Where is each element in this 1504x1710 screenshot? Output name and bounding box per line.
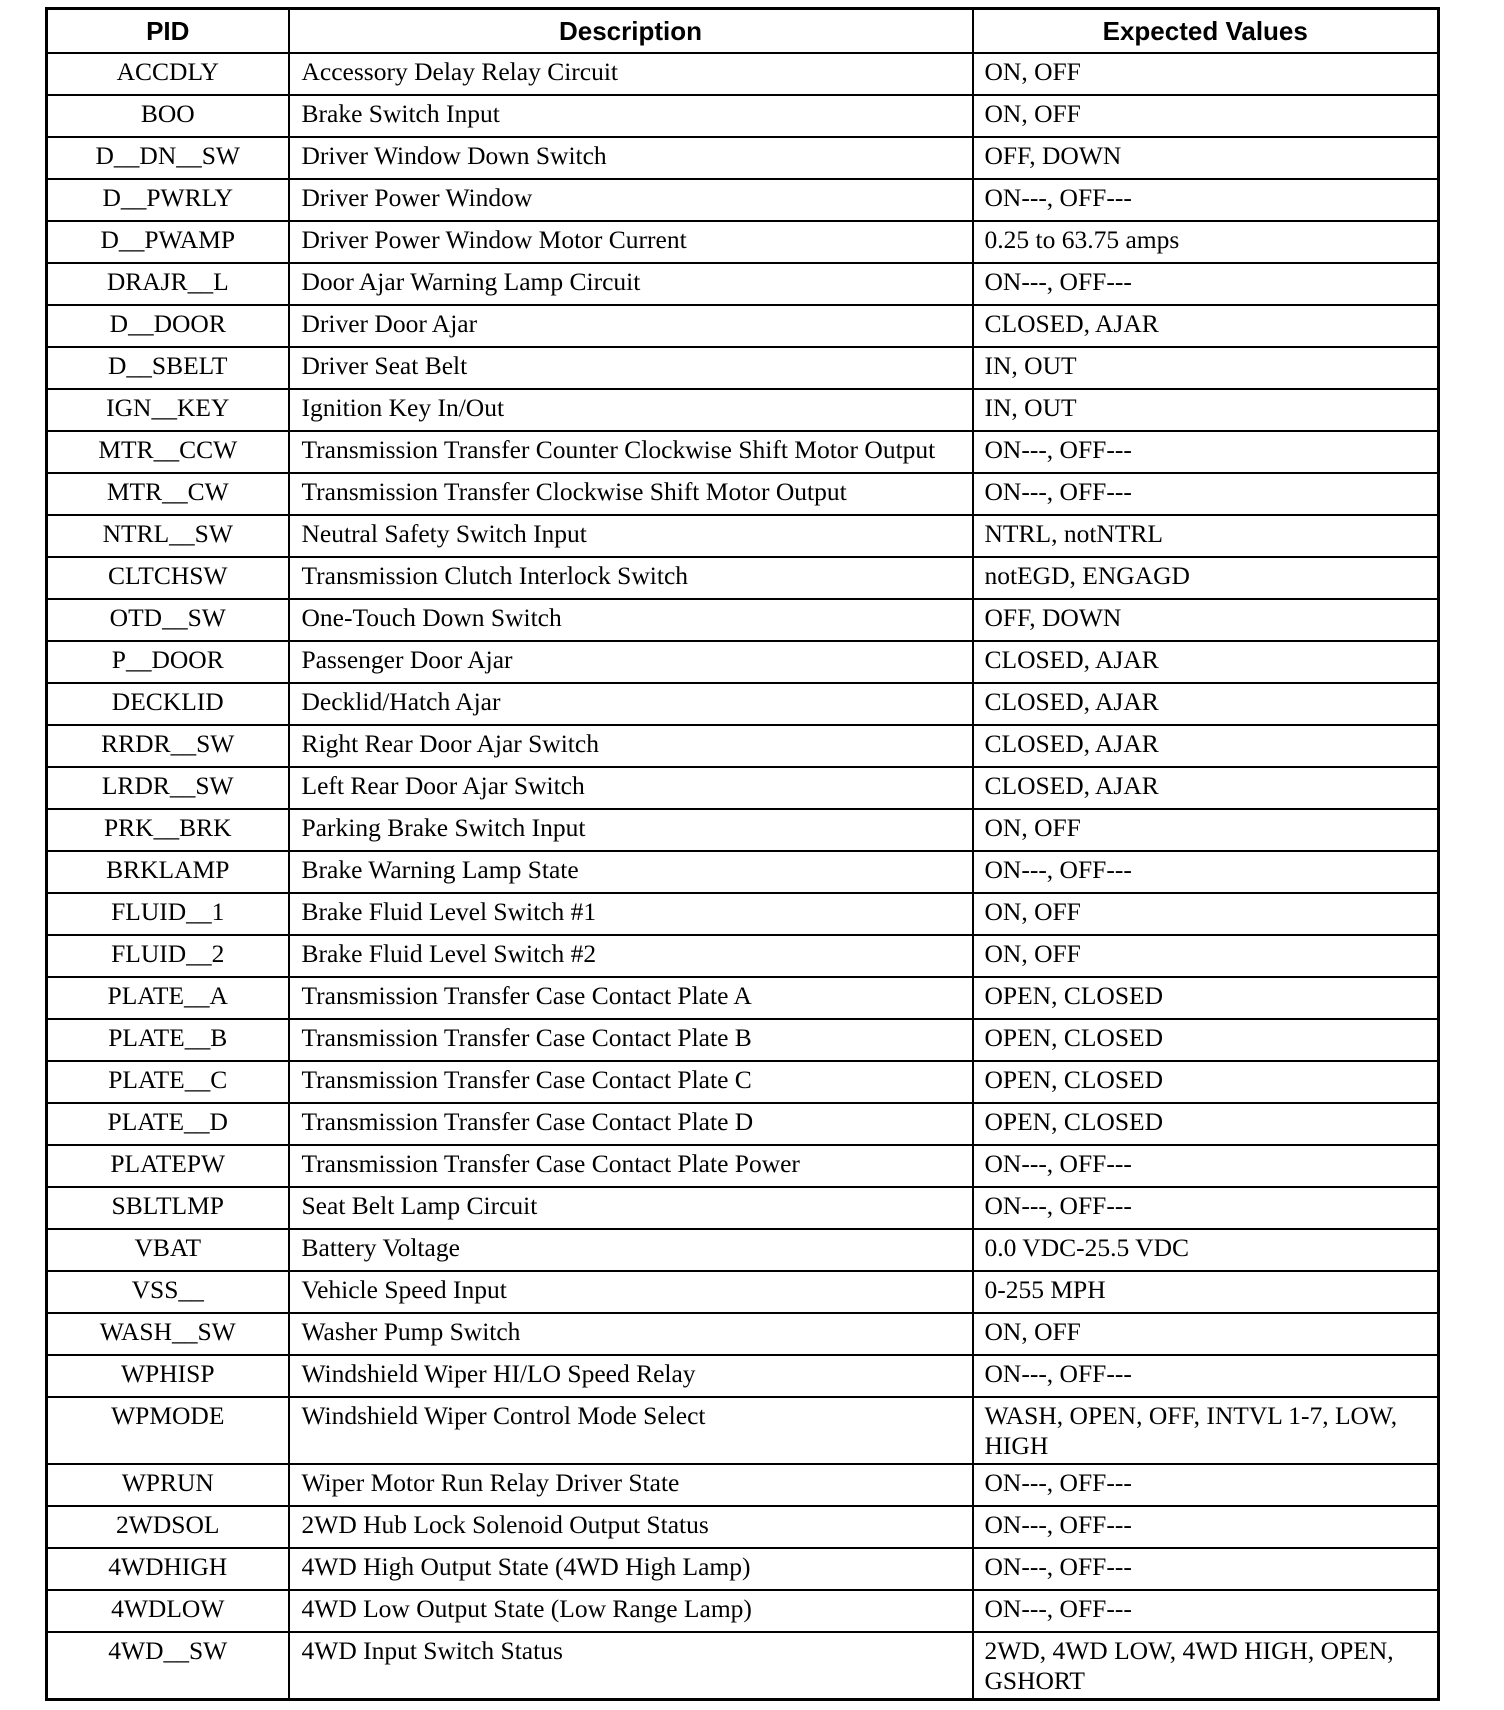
expected-values-cell: IN, OUT (973, 347, 1439, 389)
table-row (47, 1548, 1439, 1590)
table-body (47, 53, 1439, 1700)
expected-values-cell: OFF, DOWN (973, 137, 1439, 179)
pid-cell: D__DN__SW (47, 137, 289, 179)
table-row (47, 935, 1439, 977)
expected-values-cell: ON---, OFF--- (973, 1187, 1439, 1229)
table-row (47, 389, 1439, 431)
pid-cell: PRK__BRK (47, 809, 289, 851)
description-cell: Driver Power Window Motor Current (289, 221, 973, 263)
table-row (47, 1103, 1439, 1145)
pid-cell: PLATEPW (47, 1145, 289, 1187)
expected-values-cell: CLOSED, AJAR (973, 725, 1439, 767)
description-cell: Seat Belt Lamp Circuit (289, 1187, 973, 1229)
expected-values-cell: CLOSED, AJAR (973, 641, 1439, 683)
description-cell: Neutral Safety Switch Input (289, 515, 973, 557)
pid-cell: IGN__KEY (47, 389, 289, 431)
description-cell: Door Ajar Warning Lamp Circuit (289, 263, 973, 305)
description-cell: Left Rear Door Ajar Switch (289, 767, 973, 809)
expected-values-cell: ON, OFF (973, 1313, 1439, 1355)
description-cell: Wiper Motor Run Relay Driver State (289, 1464, 973, 1506)
expected-values-cell: ON, OFF (973, 53, 1439, 95)
expected-values-cell: ON, OFF (973, 809, 1439, 851)
expected-values-cell: NTRL, notNTRL (973, 515, 1439, 557)
expected-values-cell: 0-255 MPH (973, 1271, 1439, 1313)
description-cell: Transmission Transfer Case Contact Plate B (289, 1019, 973, 1061)
description-cell: Vehicle Speed Input (289, 1271, 973, 1313)
description-cell: Washer Pump Switch (289, 1313, 973, 1355)
expected-values-cell: OPEN, CLOSED (973, 1019, 1439, 1061)
expected-values-cell: CLOSED, AJAR (973, 767, 1439, 809)
description-cell: One-Touch Down Switch (289, 599, 973, 641)
pid-cell: ACCDLY (47, 53, 289, 95)
description-cell: Driver Window Down Switch (289, 137, 973, 179)
description-cell: Ignition Key In/Out (289, 389, 973, 431)
description-cell: Transmission Transfer Case Contact Plate A (289, 977, 973, 1019)
expected-values-cell: 0.0 VDC-25.5 VDC (973, 1229, 1439, 1271)
table-row (47, 1145, 1439, 1187)
pid-cell: LRDR__SW (47, 767, 289, 809)
pid-cell: P__DOOR (47, 641, 289, 683)
pid-cell: VSS__ (47, 1271, 289, 1313)
pid-cell: D__PWRLY (47, 179, 289, 221)
expected-values-cell: OPEN, CLOSED (973, 1061, 1439, 1103)
table-header (47, 9, 1439, 54)
expected-values-cell: CLOSED, AJAR (973, 683, 1439, 725)
pid-cell: DRAJR__L (47, 263, 289, 305)
table-row (47, 431, 1439, 473)
expected-values-cell: notEGD, ENGAGD (973, 557, 1439, 599)
table-row (47, 1590, 1439, 1632)
pid-table (45, 7, 1440, 1701)
description-cell: Decklid/Hatch Ajar (289, 683, 973, 725)
pid-cell: PLATE__C (47, 1061, 289, 1103)
description-cell: Transmission Transfer Clockwise Shift Motor Output (289, 473, 973, 515)
table-row (47, 1313, 1439, 1355)
expected-values-cell: ON---, OFF--- (973, 1145, 1439, 1187)
pid-cell: CLTCHSW (47, 557, 289, 599)
pid-cell: BOO (47, 95, 289, 137)
table-row (47, 977, 1439, 1019)
pid-cell: WPHISP (47, 1355, 289, 1397)
table-row (47, 683, 1439, 725)
pid-cell: FLUID__2 (47, 935, 289, 977)
description-cell: Transmission Transfer Counter Clockwise Shift Motor Output (289, 431, 973, 473)
pid-cell: WPRUN (47, 1464, 289, 1506)
header-expected-values: Expected Values (973, 9, 1439, 54)
table-row (47, 347, 1439, 389)
expected-values-cell: OFF, DOWN (973, 599, 1439, 641)
expected-values-cell: 0.25 to 63.75 amps (973, 221, 1439, 263)
pid-cell: D__DOOR (47, 305, 289, 347)
pid-cell: D__PWAMP (47, 221, 289, 263)
description-cell: Transmission Transfer Case Contact Plate C (289, 1061, 973, 1103)
expected-values-cell: ON, OFF (973, 95, 1439, 137)
table-row (47, 809, 1439, 851)
pid-cell: D__SBELT (47, 347, 289, 389)
pid-cell: VBAT (47, 1229, 289, 1271)
table-row (47, 767, 1439, 809)
table-row (47, 893, 1439, 935)
pid-cell: 2WDSOL (47, 1506, 289, 1548)
pid-cell: NTRL__SW (47, 515, 289, 557)
pid-cell: SBLTLMP (47, 1187, 289, 1229)
expected-values-cell: ON---, OFF--- (973, 1548, 1439, 1590)
description-cell: Accessory Delay Relay Circuit (289, 53, 973, 95)
expected-values-cell: ON---, OFF--- (973, 1464, 1439, 1506)
expected-values-cell: WASH, OPEN, OFF, INTVL 1-7, LOW, HIGH (973, 1397, 1439, 1464)
table-row (47, 305, 1439, 347)
table-row (47, 1229, 1439, 1271)
pid-cell: FLUID__1 (47, 893, 289, 935)
description-cell: 4WD Low Output State (Low Range Lamp) (289, 1590, 973, 1632)
pid-cell: 4WD__SW (47, 1632, 289, 1700)
table-row (47, 641, 1439, 683)
expected-values-cell: ON---, OFF--- (973, 179, 1439, 221)
pid-cell: 4WDLOW (47, 1590, 289, 1632)
expected-values-cell: IN, OUT (973, 389, 1439, 431)
header-pid: PID (47, 9, 289, 54)
table-row (47, 1397, 1439, 1464)
description-cell: Driver Door Ajar (289, 305, 973, 347)
pid-cell: DECKLID (47, 683, 289, 725)
description-cell: Brake Switch Input (289, 95, 973, 137)
pid-cell: MTR__CW (47, 473, 289, 515)
pid-cell: RRDR__SW (47, 725, 289, 767)
expected-values-cell: ON---, OFF--- (973, 431, 1439, 473)
table-row (47, 1187, 1439, 1229)
description-cell: Battery Voltage (289, 1229, 973, 1271)
pid-cell: OTD__SW (47, 599, 289, 641)
header-row (47, 9, 1439, 54)
table-row (47, 263, 1439, 305)
table-row (47, 1506, 1439, 1548)
table-row (47, 725, 1439, 767)
table-row (47, 95, 1439, 137)
expected-values-cell: ON---, OFF--- (973, 263, 1439, 305)
table-row (47, 1271, 1439, 1313)
description-cell: Parking Brake Switch Input (289, 809, 973, 851)
header-description: Description (289, 9, 973, 54)
description-cell: Driver Power Window (289, 179, 973, 221)
table-row (47, 599, 1439, 641)
description-cell: Brake Fluid Level Switch #1 (289, 893, 973, 935)
pid-cell: WPMODE (47, 1397, 289, 1464)
pid-cell: 4WDHIGH (47, 1548, 289, 1590)
description-cell: 4WD Input Switch Status (289, 1632, 973, 1700)
expected-values-cell: ON---, OFF--- (973, 473, 1439, 515)
expected-values-cell: ON, OFF (973, 935, 1439, 977)
description-cell: Passenger Door Ajar (289, 641, 973, 683)
expected-values-cell: ON---, OFF--- (973, 1355, 1439, 1397)
pid-cell: BRKLAMP (47, 851, 289, 893)
table-row (47, 1019, 1439, 1061)
expected-values-cell: 2WD, 4WD LOW, 4WD HIGH, OPEN, GSHORT (973, 1632, 1439, 1700)
description-cell: Transmission Transfer Case Contact Plate Power (289, 1145, 973, 1187)
description-cell: Windshield Wiper HI/LO Speed Relay (289, 1355, 973, 1397)
table-row (47, 221, 1439, 263)
pid-cell: PLATE__D (47, 1103, 289, 1145)
description-cell: Driver Seat Belt (289, 347, 973, 389)
expected-values-cell: ON---, OFF--- (973, 1590, 1439, 1632)
table-row (47, 53, 1439, 95)
description-cell: Transmission Clutch Interlock Switch (289, 557, 973, 599)
description-cell: Brake Fluid Level Switch #2 (289, 935, 973, 977)
description-cell: 2WD Hub Lock Solenoid Output Status (289, 1506, 973, 1548)
table-row (47, 1061, 1439, 1103)
expected-values-cell: OPEN, CLOSED (973, 1103, 1439, 1145)
expected-values-cell: ON---, OFF--- (973, 851, 1439, 893)
table-row (47, 1355, 1439, 1397)
pid-cell: PLATE__B (47, 1019, 289, 1061)
table-row (47, 515, 1439, 557)
table-row (47, 473, 1439, 515)
description-cell: Transmission Transfer Case Contact Plate D (289, 1103, 973, 1145)
table-row (47, 557, 1439, 599)
table-row (47, 1632, 1439, 1700)
pid-cell: MTR__CCW (47, 431, 289, 473)
table-row (47, 179, 1439, 221)
table-row (47, 851, 1439, 893)
expected-values-cell: ON, OFF (973, 893, 1439, 935)
pid-cell: PLATE__A (47, 977, 289, 1019)
description-cell: Brake Warning Lamp State (289, 851, 973, 893)
expected-values-cell: OPEN, CLOSED (973, 977, 1439, 1019)
description-cell: 4WD High Output State (4WD High Lamp) (289, 1548, 973, 1590)
description-cell: Windshield Wiper Control Mode Select (289, 1397, 973, 1464)
expected-values-cell: ON---, OFF--- (973, 1506, 1439, 1548)
table-row (47, 137, 1439, 179)
expected-values-cell: CLOSED, AJAR (973, 305, 1439, 347)
pid-cell: WASH__SW (47, 1313, 289, 1355)
description-cell: Right Rear Door Ajar Switch (289, 725, 973, 767)
table-row (47, 1464, 1439, 1506)
